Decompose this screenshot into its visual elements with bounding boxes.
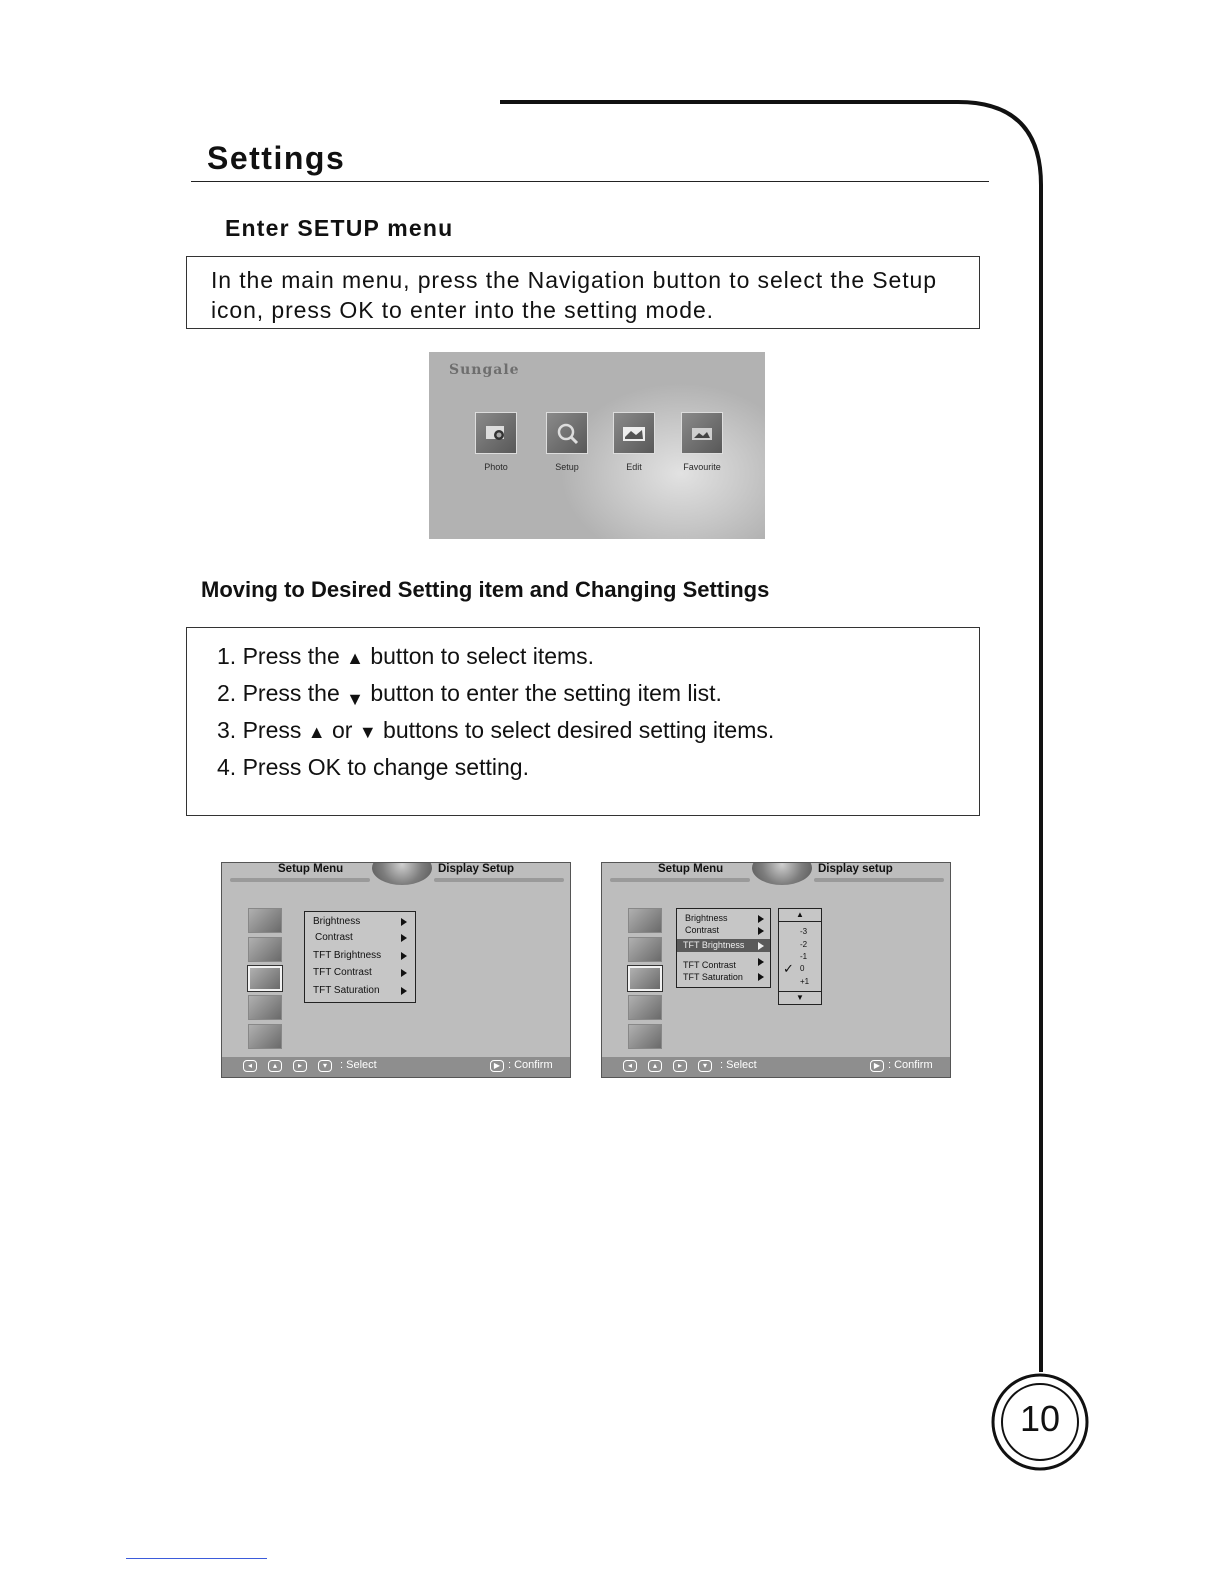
scroll-down-icon: ▼ — [779, 991, 821, 1004]
setup-icon — [555, 421, 579, 445]
right-arrow-icon — [758, 927, 764, 935]
footer-rule — [126, 1558, 267, 1559]
step-text: or — [331, 717, 353, 743]
instruction-box-steps — [186, 627, 980, 816]
right-arrow-icon — [758, 915, 764, 923]
setup-menu-screenshot-2 — [601, 862, 951, 1078]
photo-icon — [484, 421, 508, 445]
page-number: 10 — [1019, 1398, 1061, 1439]
instruction-box-enter-setup — [186, 256, 980, 329]
value-option-selected: 0 — [800, 964, 805, 973]
brand-logo: Sungale — [449, 362, 520, 378]
section-heading-enter-setup: Enter SETUP menu — [225, 215, 454, 241]
step-number: 2. — [217, 680, 237, 706]
right-arrow-icon — [758, 958, 764, 966]
menu-thumbnail — [628, 908, 662, 933]
footer-bar — [222, 1057, 570, 1077]
page-title: Settings — [207, 140, 346, 176]
favourite-icon — [690, 421, 714, 445]
setting-contrast: Contrast — [315, 932, 353, 943]
header-bar — [814, 878, 944, 882]
settings-list — [676, 908, 771, 988]
setting-brightness: Brightness — [313, 916, 361, 927]
header-bar — [610, 878, 750, 882]
right-arrow-icon — [401, 969, 407, 977]
step-text: Press the — [242, 680, 340, 706]
setup-menu-screenshot-1 — [221, 862, 571, 1078]
setup-tile — [546, 412, 588, 454]
value-option: +1 — [800, 977, 810, 986]
right-button-icon: ▸ — [673, 1060, 687, 1072]
right-arrow-icon — [401, 934, 407, 942]
left-button-icon: ◂ — [623, 1060, 637, 1072]
steps-list — [217, 641, 774, 789]
step-text: buttons to select desired setting items. — [383, 717, 775, 743]
down-arrow-icon: ▼ — [358, 722, 377, 742]
favourite-label: Favourite — [683, 462, 721, 472]
step-number: 1. — [217, 643, 237, 669]
setting-tft-brightness: TFT Brightness — [313, 950, 382, 961]
value-picker — [778, 908, 822, 1005]
down-button-icon: ▾ — [318, 1060, 332, 1072]
step-text: button to select items. — [370, 643, 595, 669]
step-item — [217, 641, 774, 678]
right-arrow-icon — [401, 952, 407, 960]
footer-bar — [602, 1057, 950, 1077]
settings-list — [304, 911, 416, 1003]
title-divider — [191, 181, 989, 182]
right-arrow-icon — [401, 987, 407, 995]
menu-thumbnail — [628, 1024, 662, 1049]
section-heading-moving: Moving to Desired Setting item and Changing Settings — [201, 577, 770, 602]
right-arrow-icon — [758, 942, 764, 950]
header-setup-menu: Setup Menu — [658, 863, 724, 875]
checkmark-icon: ✓ — [783, 961, 794, 976]
favourite-tile — [681, 412, 723, 454]
footer-confirm-text: : Confirm — [888, 1059, 933, 1071]
footer-select-text: : Select — [720, 1059, 757, 1071]
down-button-icon: ▾ — [698, 1060, 712, 1072]
step-number: 4. — [217, 754, 237, 780]
up-arrow-icon: ▲ — [307, 722, 326, 742]
setting-tft-saturation: TFT Saturation — [313, 985, 380, 996]
value-option: -2 — [800, 940, 808, 949]
menu-thumbnail — [248, 1024, 282, 1049]
setting-brightness: Brightness — [685, 913, 728, 923]
header-display-setup: Display Setup — [438, 863, 515, 875]
step-text: Press OK to change setting. — [242, 754, 529, 780]
footer-confirm-text: : Confirm — [508, 1059, 553, 1071]
menu-thumbnail-selected — [628, 966, 662, 991]
menu-thumbnail — [628, 995, 662, 1020]
ok-button-icon: ▶ — [490, 1060, 504, 1072]
edit-tile — [613, 412, 655, 454]
setup-label: Setup — [555, 462, 579, 472]
scroll-up-icon: ▲ — [779, 909, 821, 922]
menu-thumbnail — [248, 908, 282, 933]
menu-thumbnail — [628, 937, 662, 962]
setting-tft-contrast: TFT Contrast — [313, 967, 372, 978]
step-number: 3. — [217, 717, 237, 743]
right-arrow-icon — [401, 918, 407, 926]
photo-tile — [475, 412, 517, 454]
menu-thumbnail-selected — [248, 966, 282, 991]
menu-thumbnail — [248, 995, 282, 1020]
setting-tft-brightness-highlighted: TFT Brightness — [683, 940, 745, 950]
up-arrow-icon: ▲ — [346, 648, 364, 668]
header-setup-menu: Setup Menu — [278, 863, 344, 875]
main-menu-screenshot — [429, 352, 765, 539]
setting-tft-saturation: TFT Saturation — [683, 972, 743, 982]
step-text: Press the — [242, 643, 340, 669]
ok-button-icon: ▶ — [870, 1060, 884, 1072]
step-item — [217, 752, 774, 789]
left-button-icon: ◂ — [243, 1060, 257, 1072]
menu-thumbnail — [248, 937, 282, 962]
edit-icon — [622, 421, 646, 445]
right-arrow-icon — [758, 973, 764, 981]
down-arrow-icon: ▼ — [346, 689, 364, 709]
photo-label: Photo — [484, 462, 508, 472]
edit-label: Edit — [626, 462, 642, 472]
step-item — [217, 715, 774, 752]
setup-dome-icon — [372, 862, 432, 885]
setting-tft-contrast: TFT Contrast — [683, 960, 736, 970]
footer-select-text: : Select — [340, 1059, 377, 1071]
setting-contrast: Contrast — [685, 925, 720, 935]
setup-dome-icon — [752, 862, 812, 885]
step-item — [217, 678, 774, 715]
header-bar — [434, 878, 564, 882]
step-text: Press — [242, 717, 302, 743]
right-button-icon: ▸ — [293, 1060, 307, 1072]
up-button-icon: ▴ — [268, 1060, 282, 1072]
header-display-setup: Display setup — [818, 863, 893, 875]
instruction-text: In the main menu, press the Navigation button to select the Setup icon, press OK to enter into the setting mode. — [211, 267, 937, 323]
up-button-icon: ▴ — [648, 1060, 662, 1072]
step-text: button to enter the setting item list. — [370, 680, 722, 706]
header-bar — [230, 878, 370, 882]
value-option: -1 — [800, 952, 808, 961]
value-option: -3 — [800, 927, 808, 936]
